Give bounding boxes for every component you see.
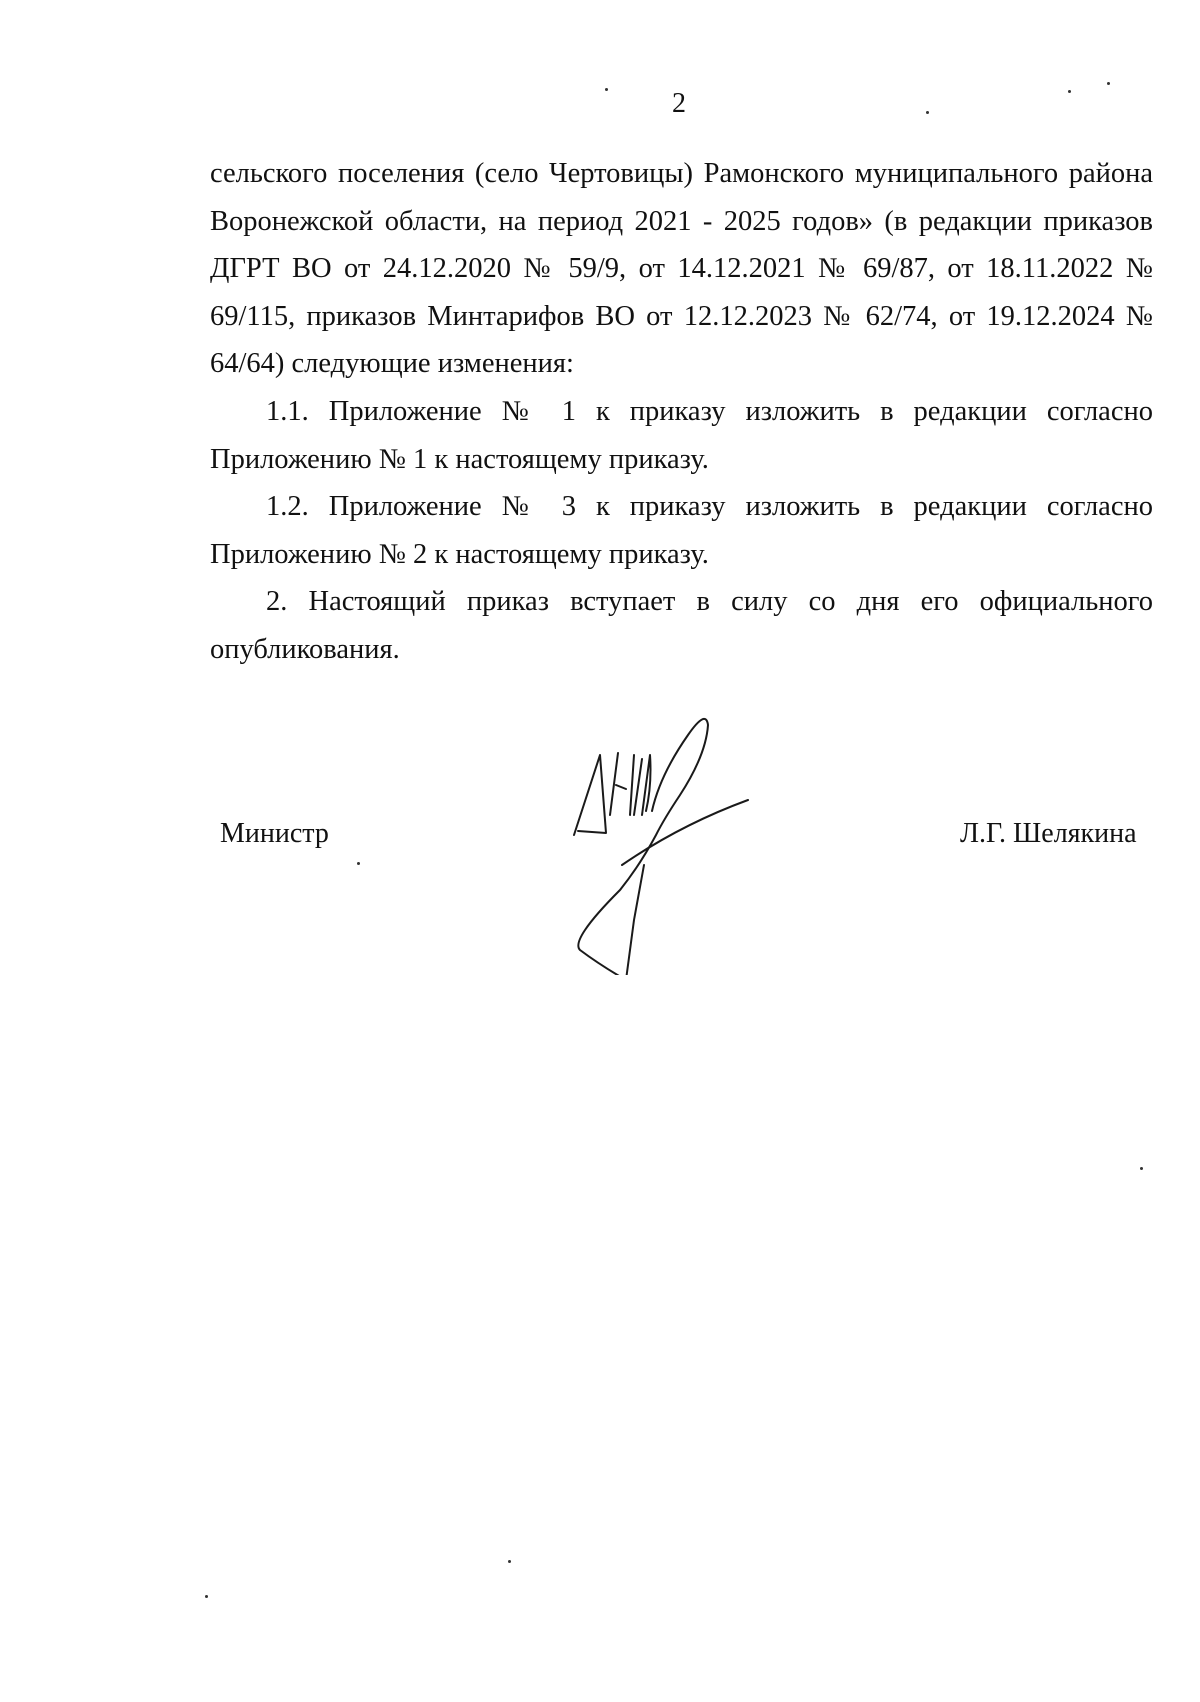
position-title: Министр <box>220 818 329 849</box>
paragraph-item-1-1: 1.1. Приложение № 1 к приказу изложить в редакции согласно Приложению № 1 к настоящему приказу. <box>210 395 1153 475</box>
handwritten-signature <box>560 715 750 975</box>
signer-name: Л.Г. Шелякина <box>960 818 1137 849</box>
page-number: 2 <box>672 88 686 119</box>
paragraph-item-1-2: 1.2. Приложение № 3 к приказу изложить в редакции согласно Приложению № 2 к настоящему приказу. <box>210 491 1153 570</box>
scan-speck <box>1068 90 1071 93</box>
scan-speck <box>508 1560 511 1563</box>
scan-speck <box>926 111 929 114</box>
scan-speck <box>205 1595 208 1598</box>
scan-speck <box>357 862 360 865</box>
paragraph-item-2: 2. Настоящий приказ вступает в силу со дня его официального опубликования. <box>210 586 1153 665</box>
scan-speck <box>1140 1167 1143 1170</box>
paragraph-intro: сельского поселения (село Чертовицы) Рамонского муниципального района Воронежской области, на период 2021 - 2025 годов» (в редакции приказов ДГРТ ВО от 24.12.2020 № 59/9, от 14.12.2021 № 69/87, от 18.11.2022 № 69/115, приказов Минтарифов ВО от 12.12.2023 № 62/74, от 19.12.2024 № 64/64) следующие изменения: <box>210 158 1153 380</box>
scan-speck <box>605 88 608 91</box>
scan-speck <box>1107 82 1110 85</box>
